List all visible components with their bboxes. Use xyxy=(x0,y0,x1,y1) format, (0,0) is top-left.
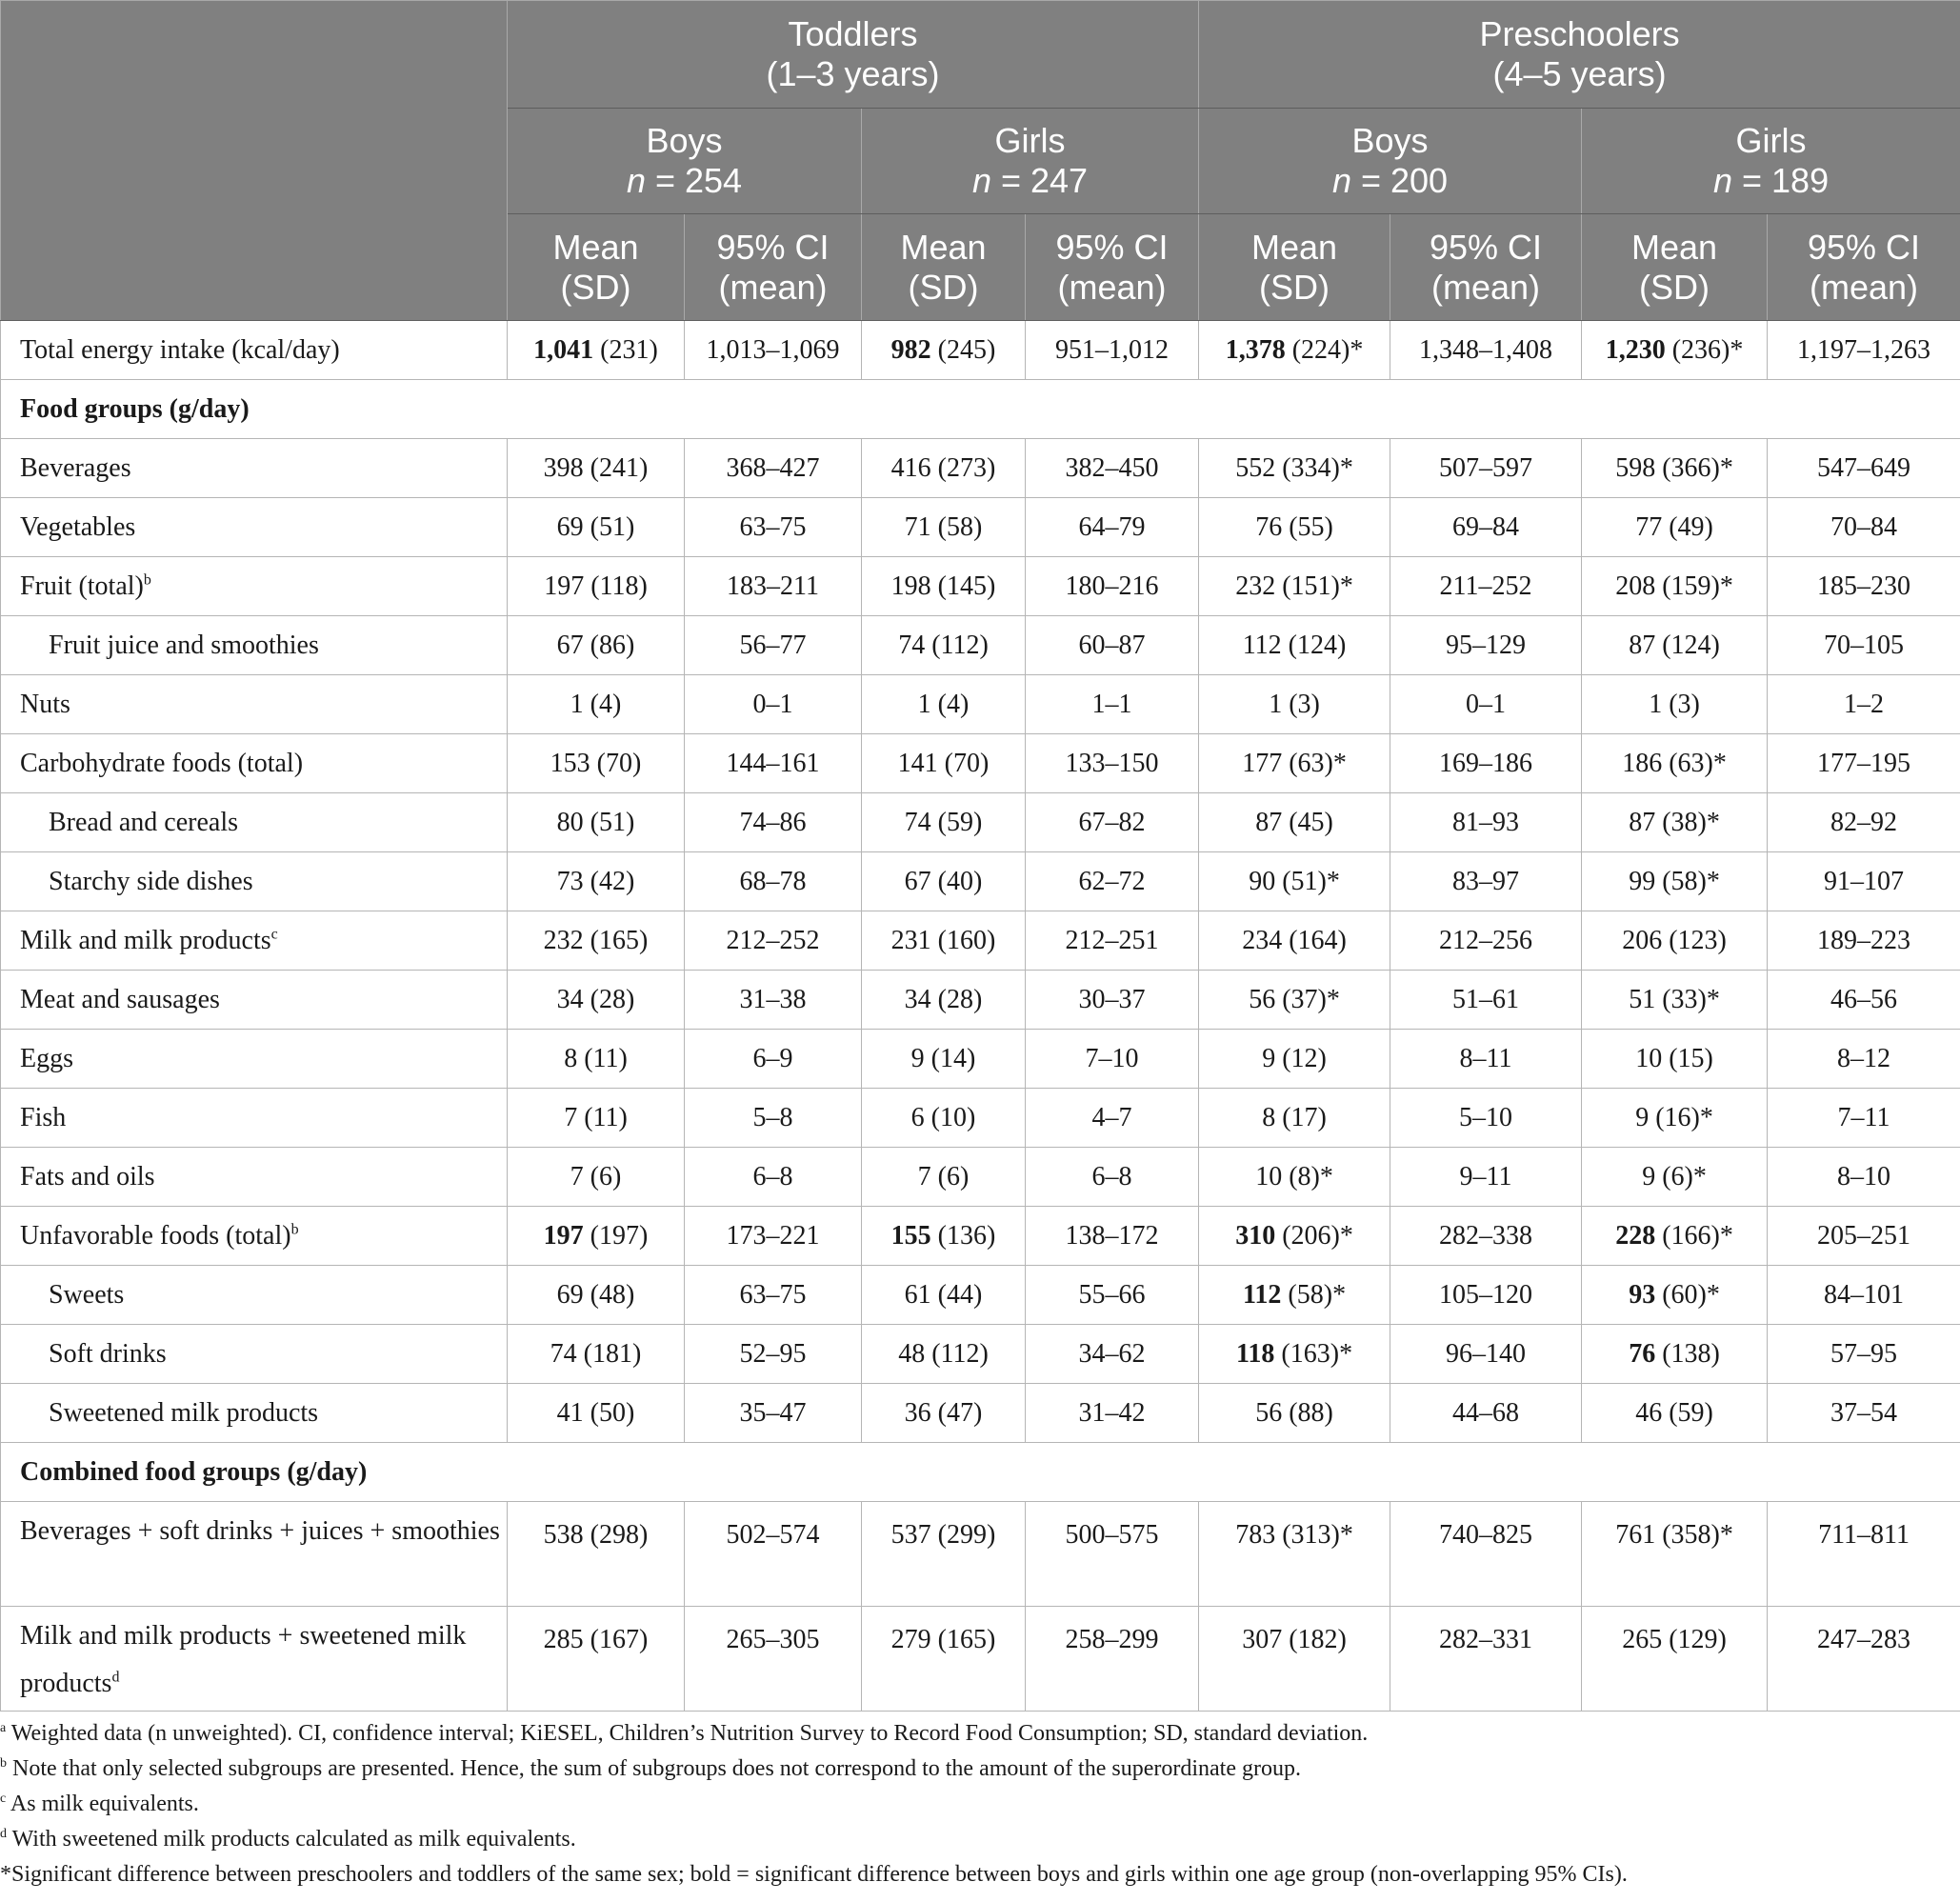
row-label: Carbohydrate foods (total) xyxy=(1,734,508,793)
ci-cell: 64–79 xyxy=(1026,498,1199,557)
row-label: Meat and sausages xyxy=(1,971,508,1030)
mean-sd-cell: 228 (166)* xyxy=(1582,1207,1768,1266)
ci-cell: 7–10 xyxy=(1026,1030,1199,1089)
mean-sd-cell: 1 (4) xyxy=(508,675,685,734)
ci-cell: 0–1 xyxy=(1390,675,1582,734)
mean-sd-cell: 783 (313)* xyxy=(1199,1502,1390,1607)
mean-sd-cell: 74 (181) xyxy=(508,1325,685,1384)
ci-cell: 91–107 xyxy=(1768,852,1960,911)
ci-cell: 0–1 xyxy=(685,675,862,734)
ci-cell: 133–150 xyxy=(1026,734,1199,793)
table-row xyxy=(1,1502,1960,1607)
header-ci-mean: 95% CI (mean) xyxy=(1768,214,1960,321)
mean-sd-cell: 77 (49) xyxy=(1582,498,1768,557)
table-row xyxy=(1,439,1960,498)
mean-sd-cell: 186 (63)* xyxy=(1582,734,1768,793)
ci-cell: 382–450 xyxy=(1026,439,1199,498)
mean-sd-cell: 56 (37)* xyxy=(1199,971,1390,1030)
header-mean-sd: Mean (SD) xyxy=(1582,214,1768,321)
mean-sd-cell: 10 (15) xyxy=(1582,1030,1768,1089)
row-label: Fish xyxy=(1,1089,508,1148)
ci-cell: 5–8 xyxy=(685,1089,862,1148)
mean-sd-cell: 208 (159)* xyxy=(1582,557,1768,616)
footnote-marker: c xyxy=(270,926,278,943)
ci-cell: 69–84 xyxy=(1390,498,1582,557)
header-ci-mean: 95% CI (mean) xyxy=(1390,214,1582,321)
ci-cell: 183–211 xyxy=(685,557,862,616)
ci-cell: 1,348–1,408 xyxy=(1390,321,1582,380)
mean-sd-cell: 36 (47) xyxy=(862,1384,1026,1443)
mean-sd-cell: 10 (8)* xyxy=(1199,1148,1390,1207)
mean-sd-cell: 74 (59) xyxy=(862,793,1026,852)
mean-sd-cell: 279 (165) xyxy=(862,1607,1026,1712)
mean-sd-cell: 7 (11) xyxy=(508,1089,685,1148)
table-row xyxy=(1,616,1960,675)
mean-sd-cell: 1 (3) xyxy=(1199,675,1390,734)
mean-sd-cell: 112 (124) xyxy=(1199,616,1390,675)
ci-cell: 500–575 xyxy=(1026,1502,1199,1607)
table-row xyxy=(1,734,1960,793)
ci-cell: 138–172 xyxy=(1026,1207,1199,1266)
row-label: Soft drinks xyxy=(1,1325,508,1384)
footnote: $^d$ With sweetened milk products calculated as milk equivalents. xyxy=(0,1827,576,1852)
table-row xyxy=(1,1384,1960,1443)
row-label: Nuts xyxy=(1,675,508,734)
table-row xyxy=(1,1266,1960,1325)
mean-sd-cell: 34 (28) xyxy=(862,971,1026,1030)
table-body xyxy=(1,321,1960,1712)
ci-cell: 62–72 xyxy=(1026,852,1199,911)
header-age-preschoolers: Preschoolers (4–5 years) xyxy=(1199,1,1960,109)
mean-sd-cell: 141 (70) xyxy=(862,734,1026,793)
mean-sd-cell: 285 (167) xyxy=(508,1607,685,1712)
ci-cell: 185–230 xyxy=(1768,557,1960,616)
ci-cell: 31–38 xyxy=(685,971,862,1030)
mean-sd-cell: 90 (51)* xyxy=(1199,852,1390,911)
ci-cell: 6–9 xyxy=(685,1030,862,1089)
ci-cell: 1,197–1,263 xyxy=(1768,321,1960,380)
mean-sd-cell: 112 (58)* xyxy=(1199,1266,1390,1325)
ci-cell: 52–95 xyxy=(685,1325,862,1384)
mean-sd-cell: 197 (197) xyxy=(508,1207,685,1266)
ci-cell: 6–8 xyxy=(1026,1148,1199,1207)
mean-sd-cell: 537 (299) xyxy=(862,1502,1026,1607)
mean-sd-cell: 310 (206)* xyxy=(1199,1207,1390,1266)
mean-sd-cell: 61 (44) xyxy=(862,1266,1026,1325)
ci-cell: 265–305 xyxy=(685,1607,862,1712)
table-row xyxy=(1,557,1960,616)
table-row xyxy=(1,1207,1960,1266)
header-mean-sd: Mean (SD) xyxy=(862,214,1026,321)
ci-cell: 74–86 xyxy=(685,793,862,852)
mean-sd-cell: 73 (42) xyxy=(508,852,685,911)
mean-sd-cell: 56 (88) xyxy=(1199,1384,1390,1443)
row-label: Milk and milk products$^c$ xyxy=(1,911,508,971)
mean-sd-cell: 232 (151)* xyxy=(1199,557,1390,616)
ci-cell: 8–10 xyxy=(1768,1148,1960,1207)
ci-cell: 57–95 xyxy=(1768,1325,1960,1384)
header-mean-sd: Mean (SD) xyxy=(1199,214,1390,321)
ci-cell: 63–75 xyxy=(685,498,862,557)
mean-sd-cell: 552 (334)* xyxy=(1199,439,1390,498)
mean-sd-cell: 398 (241) xyxy=(508,439,685,498)
mean-sd-cell: 9 (12) xyxy=(1199,1030,1390,1089)
section-header-row xyxy=(1,1443,1960,1502)
ci-cell: 212–251 xyxy=(1026,911,1199,971)
mean-sd-cell: 307 (182) xyxy=(1199,1607,1390,1712)
ci-cell: 30–37 xyxy=(1026,971,1199,1030)
mean-sd-cell: 1 (4) xyxy=(862,675,1026,734)
mean-sd-cell: 1,230 (236)* xyxy=(1582,321,1768,380)
row-label: Fruit (total)$^b$ xyxy=(1,557,508,616)
mean-sd-cell: 34 (28) xyxy=(508,971,685,1030)
footnote-marker: b xyxy=(143,571,151,589)
row-label: Milk and milk products + sweetened milk products$^d$ xyxy=(1,1607,508,1712)
row-label: Unfavorable foods (total)$^b$ xyxy=(1,1207,508,1266)
mean-sd-cell: 231 (160) xyxy=(862,911,1026,971)
row-label: Fats and oils xyxy=(1,1148,508,1207)
header-corner-cell xyxy=(1,1,508,321)
mean-sd-cell: 598 (366)* xyxy=(1582,439,1768,498)
mean-sd-cell: 8 (17) xyxy=(1199,1089,1390,1148)
mean-sd-cell: 67 (86) xyxy=(508,616,685,675)
mean-sd-cell: 48 (112) xyxy=(862,1325,1026,1384)
header-ci-mean: 95% CI (mean) xyxy=(685,214,862,321)
header-toddlers-boys: Boys n = 254 xyxy=(508,109,862,214)
ci-cell: 1–2 xyxy=(1768,675,1960,734)
mean-sd-cell: 74 (112) xyxy=(862,616,1026,675)
table-row xyxy=(1,498,1960,557)
footnote: $^a$ Weighted data (n unweighted). CI, confidence interval; KiESEL, Children’s Nutrition Survey to Record Food Consumption; SD, standard deviation. xyxy=(0,1721,1369,1746)
footnote-marker: d xyxy=(111,1669,120,1686)
ci-cell: 34–62 xyxy=(1026,1325,1199,1384)
ci-cell: 67–82 xyxy=(1026,793,1199,852)
footnote-marker: d xyxy=(0,1827,7,1841)
ci-cell: 7–11 xyxy=(1768,1089,1960,1148)
ci-cell: 31–42 xyxy=(1026,1384,1199,1443)
footnote-marker: c xyxy=(0,1792,7,1806)
mean-sd-cell: 93 (60)* xyxy=(1582,1266,1768,1325)
ci-cell: 711–811 xyxy=(1768,1502,1960,1607)
ci-cell: 81–93 xyxy=(1390,793,1582,852)
footnote: *Significant difference between preschoolers and toddlers of the same sex; bold = significant difference between boys and girls within one age group (non-overlapping 95% CIs). xyxy=(0,1862,1628,1887)
row-label: Total energy intake (kcal/day) xyxy=(1,321,508,380)
table-row xyxy=(1,1089,1960,1148)
mean-sd-cell: 197 (118) xyxy=(508,557,685,616)
ci-cell: 84–101 xyxy=(1768,1266,1960,1325)
header-preschoolers-boys: Boys n = 200 xyxy=(1199,109,1582,214)
table-row xyxy=(1,1607,1960,1712)
mean-sd-cell: 232 (165) xyxy=(508,911,685,971)
ci-cell: 282–331 xyxy=(1390,1607,1582,1712)
row-label: Sweets xyxy=(1,1266,508,1325)
mean-sd-cell: 761 (358)* xyxy=(1582,1502,1768,1607)
mean-sd-cell: 51 (33)* xyxy=(1582,971,1768,1030)
table-row xyxy=(1,1148,1960,1207)
ci-cell: 212–256 xyxy=(1390,911,1582,971)
mean-sd-cell: 9 (14) xyxy=(862,1030,1026,1089)
ci-cell: 740–825 xyxy=(1390,1502,1582,1607)
ci-cell: 83–97 xyxy=(1390,852,1582,911)
ci-cell: 547–649 xyxy=(1768,439,1960,498)
footnote-marker: b xyxy=(290,1221,299,1238)
mean-sd-cell: 118 (163)* xyxy=(1199,1325,1390,1384)
ci-cell: 177–195 xyxy=(1768,734,1960,793)
mean-sd-cell: 1,378 (224)* xyxy=(1199,321,1390,380)
mean-sd-cell: 67 (40) xyxy=(862,852,1026,911)
table-header xyxy=(1,1,1960,321)
row-label: Fruit juice and smoothies xyxy=(1,616,508,675)
ci-cell: 951–1,012 xyxy=(1026,321,1199,380)
mean-sd-cell: 7 (6) xyxy=(862,1148,1026,1207)
ci-cell: 258–299 xyxy=(1026,1607,1199,1712)
mean-sd-cell: 155 (136) xyxy=(862,1207,1026,1266)
ci-cell: 368–427 xyxy=(685,439,862,498)
footnote-marker: a xyxy=(0,1721,7,1735)
header-mean-sd: Mean (SD) xyxy=(508,214,685,321)
row-label: Bread and cereals xyxy=(1,793,508,852)
row-label: Vegetables xyxy=(1,498,508,557)
ci-cell: 1–1 xyxy=(1026,675,1199,734)
section-header-row xyxy=(1,380,1960,439)
ci-cell: 173–221 xyxy=(685,1207,862,1266)
mean-sd-cell: 8 (11) xyxy=(508,1030,685,1089)
mean-sd-cell: 982 (245) xyxy=(862,321,1026,380)
mean-sd-cell: 6 (10) xyxy=(862,1089,1026,1148)
mean-sd-cell: 416 (273) xyxy=(862,439,1026,498)
ci-cell: 144–161 xyxy=(685,734,862,793)
ci-cell: 8–11 xyxy=(1390,1030,1582,1089)
section-title: Food groups (g/day) xyxy=(1,380,1960,439)
mean-sd-cell: 153 (70) xyxy=(508,734,685,793)
row-label: Beverages + soft drinks + juices + smoothies xyxy=(1,1502,508,1607)
mean-sd-cell: 87 (124) xyxy=(1582,616,1768,675)
ci-cell: 1,013–1,069 xyxy=(685,321,862,380)
mean-sd-cell: 99 (58)* xyxy=(1582,852,1768,911)
ci-cell: 6–8 xyxy=(685,1148,862,1207)
table-row xyxy=(1,321,1960,380)
mean-sd-cell: 41 (50) xyxy=(508,1384,685,1443)
ci-cell: 70–105 xyxy=(1768,616,1960,675)
mean-sd-cell: 80 (51) xyxy=(508,793,685,852)
table-row xyxy=(1,852,1960,911)
section-title: Combined food groups (g/day) xyxy=(1,1443,1960,1502)
ci-cell: 4–7 xyxy=(1026,1089,1199,1148)
footnote: $^c$ As milk equivalents. xyxy=(0,1792,199,1816)
ci-cell: 105–120 xyxy=(1390,1266,1582,1325)
ci-cell: 5–10 xyxy=(1390,1089,1582,1148)
ci-cell: 37–54 xyxy=(1768,1384,1960,1443)
ci-cell: 44–68 xyxy=(1390,1384,1582,1443)
ci-cell: 8–12 xyxy=(1768,1030,1960,1089)
table-footnotes xyxy=(0,1716,1960,1892)
ci-cell: 63–75 xyxy=(685,1266,862,1325)
footnote-marker: b xyxy=(0,1756,7,1771)
table-row xyxy=(1,971,1960,1030)
ci-cell: 169–186 xyxy=(1390,734,1582,793)
ci-cell: 35–47 xyxy=(685,1384,862,1443)
header-age-toddlers: Toddlers (1–3 years) xyxy=(508,1,1199,109)
table-row xyxy=(1,793,1960,852)
mean-sd-cell: 76 (55) xyxy=(1199,498,1390,557)
mean-sd-cell: 1,041 (231) xyxy=(508,321,685,380)
mean-sd-cell: 198 (145) xyxy=(862,557,1026,616)
footnote: $^b$ Note that only selected subgroups are presented. Hence, the sum of subgroups does not correspond to the amount of the superordinate group. xyxy=(0,1756,1301,1781)
row-label: Starchy side dishes xyxy=(1,852,508,911)
ci-cell: 189–223 xyxy=(1768,911,1960,971)
header-toddlers-girls: Girls n = 247 xyxy=(862,109,1199,214)
mean-sd-cell: 69 (51) xyxy=(508,498,685,557)
mean-sd-cell: 87 (38)* xyxy=(1582,793,1768,852)
ci-cell: 82–92 xyxy=(1768,793,1960,852)
mean-sd-cell: 71 (58) xyxy=(862,498,1026,557)
mean-sd-cell: 234 (164) xyxy=(1199,911,1390,971)
mean-sd-cell: 177 (63)* xyxy=(1199,734,1390,793)
mean-sd-cell: 69 (48) xyxy=(508,1266,685,1325)
ci-cell: 95–129 xyxy=(1390,616,1582,675)
header-preschoolers-girls: Girls n = 189 xyxy=(1582,109,1960,214)
mean-sd-cell: 265 (129) xyxy=(1582,1607,1768,1712)
ci-cell: 212–252 xyxy=(685,911,862,971)
mean-sd-cell: 76 (138) xyxy=(1582,1325,1768,1384)
mean-sd-cell: 46 (59) xyxy=(1582,1384,1768,1443)
ci-cell: 502–574 xyxy=(685,1502,862,1607)
row-label: Sweetened milk products xyxy=(1,1384,508,1443)
header-ci-mean: 95% CI (mean) xyxy=(1026,214,1199,321)
ci-cell: 56–77 xyxy=(685,616,862,675)
ci-cell: 68–78 xyxy=(685,852,862,911)
mean-sd-cell: 538 (298) xyxy=(508,1502,685,1607)
ci-cell: 247–283 xyxy=(1768,1607,1960,1712)
ci-cell: 46–56 xyxy=(1768,971,1960,1030)
ci-cell: 70–84 xyxy=(1768,498,1960,557)
table-row xyxy=(1,911,1960,971)
ci-cell: 9–11 xyxy=(1390,1148,1582,1207)
ci-cell: 205–251 xyxy=(1768,1207,1960,1266)
ci-cell: 96–140 xyxy=(1390,1325,1582,1384)
mean-sd-cell: 9 (16)* xyxy=(1582,1089,1768,1148)
mean-sd-cell: 9 (6)* xyxy=(1582,1148,1768,1207)
ci-cell: 55–66 xyxy=(1026,1266,1199,1325)
table-row xyxy=(1,1030,1960,1089)
row-label: Beverages xyxy=(1,439,508,498)
table-row xyxy=(1,1325,1960,1384)
table-row xyxy=(1,675,1960,734)
mean-sd-cell: 206 (123) xyxy=(1582,911,1768,971)
ci-cell: 507–597 xyxy=(1390,439,1582,498)
mean-sd-cell: 7 (6) xyxy=(508,1148,685,1207)
ci-cell: 51–61 xyxy=(1390,971,1582,1030)
ci-cell: 60–87 xyxy=(1026,616,1199,675)
ci-cell: 211–252 xyxy=(1390,557,1582,616)
ci-cell: 282–338 xyxy=(1390,1207,1582,1266)
mean-sd-cell: 87 (45) xyxy=(1199,793,1390,852)
ci-cell: 180–216 xyxy=(1026,557,1199,616)
mean-sd-cell: 1 (3) xyxy=(1582,675,1768,734)
row-label: Eggs xyxy=(1,1030,508,1089)
